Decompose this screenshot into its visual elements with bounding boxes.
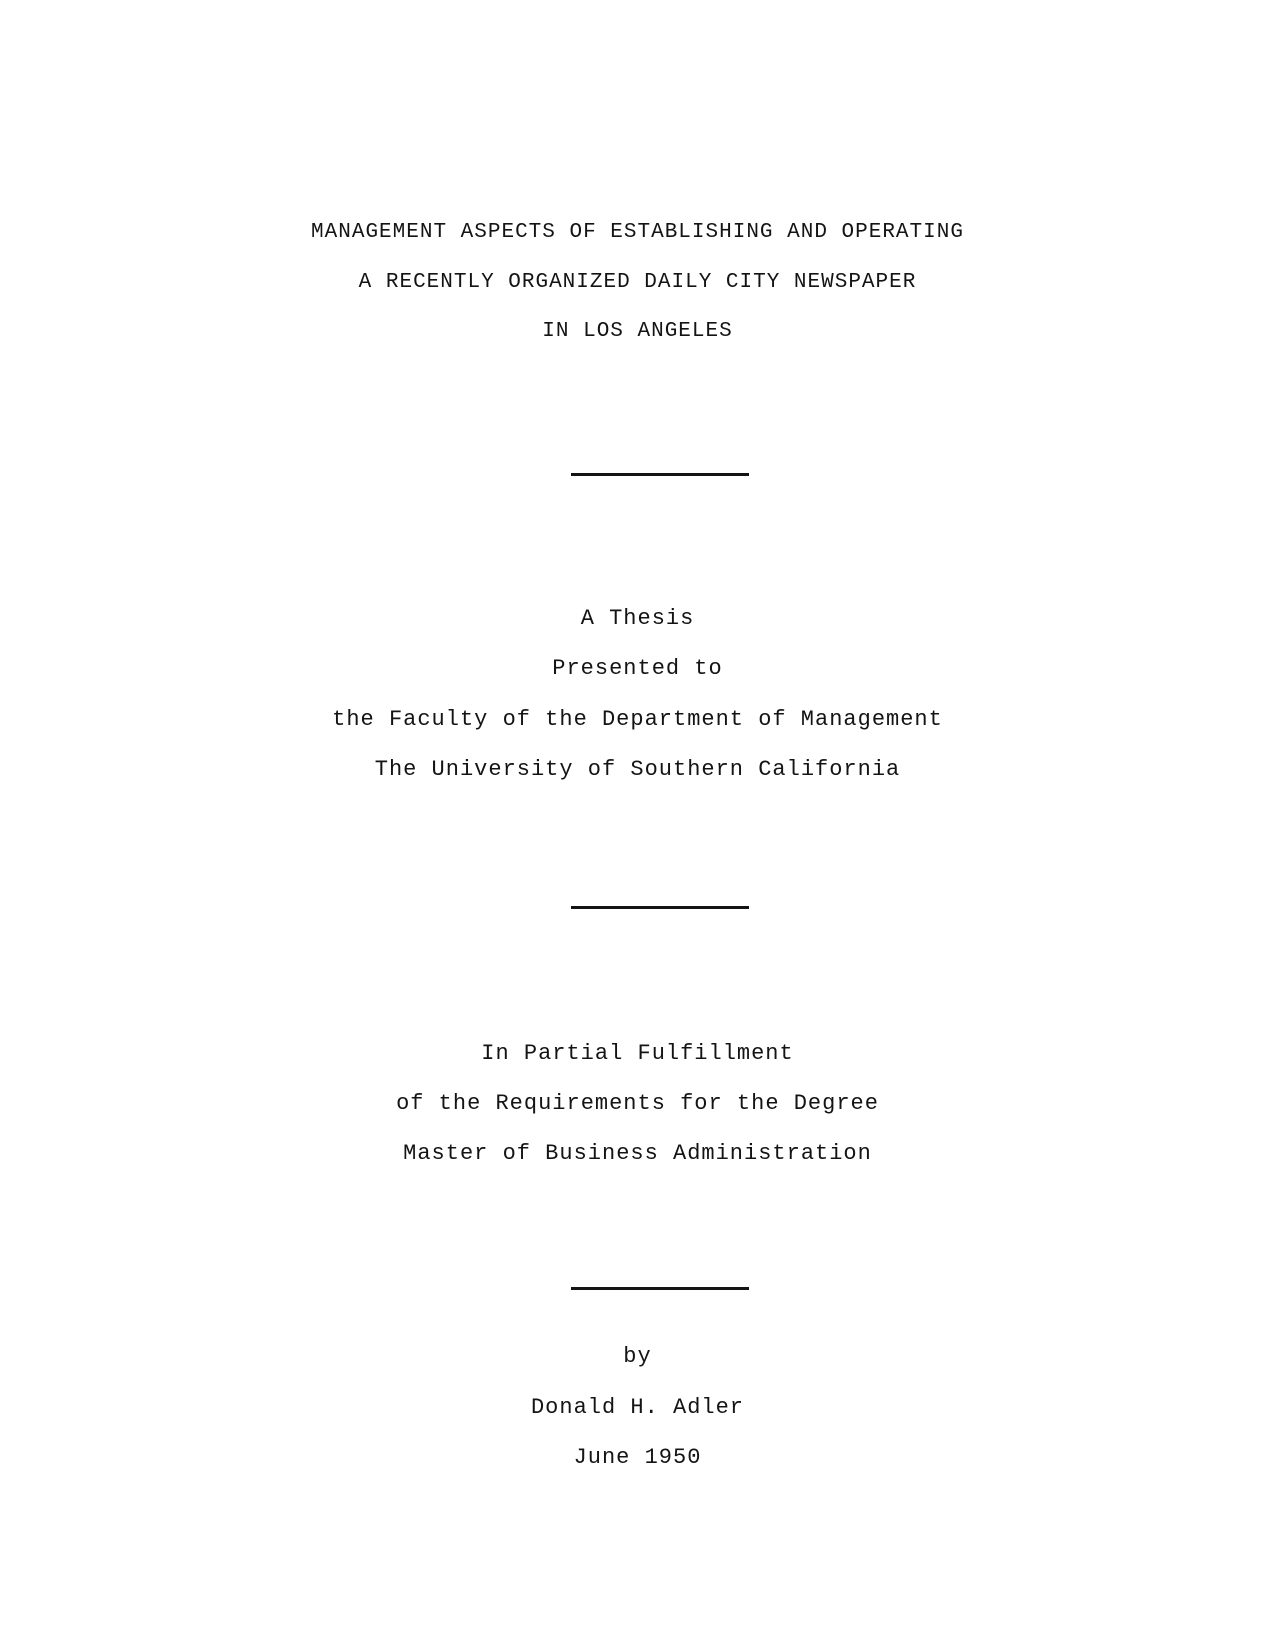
fulfillment-line-1: In Partial Fulfillment [481, 1041, 794, 1066]
section-divider-2 [571, 906, 749, 909]
presented-to-line: Presented to [552, 656, 723, 681]
by-label: by [623, 1344, 652, 1369]
university-line: The University of Southern California [374, 757, 901, 782]
thesis-label: A Thesis [580, 606, 695, 631]
degree-line: Master of Business Administration [403, 1141, 872, 1166]
author-name: Donald H. Adler [530, 1395, 745, 1420]
fulfillment-line-2: of the Requirements for the Degree [396, 1091, 879, 1116]
thesis-title-line-3: IN LOS ANGELES [542, 320, 733, 343]
section-divider-3 [571, 1287, 749, 1290]
thesis-title-line-1: MANAGEMENT ASPECTS OF ESTABLISHING AND OPERATING [311, 221, 964, 244]
submission-date: June 1950 [573, 1445, 702, 1470]
thesis-title-line-2: A RECENTLY ORGANIZED DAILY CITY NEWSPAPER [358, 271, 917, 294]
faculty-department-line: the Faculty of the Department of Management [332, 707, 943, 732]
section-divider-1 [571, 473, 749, 476]
